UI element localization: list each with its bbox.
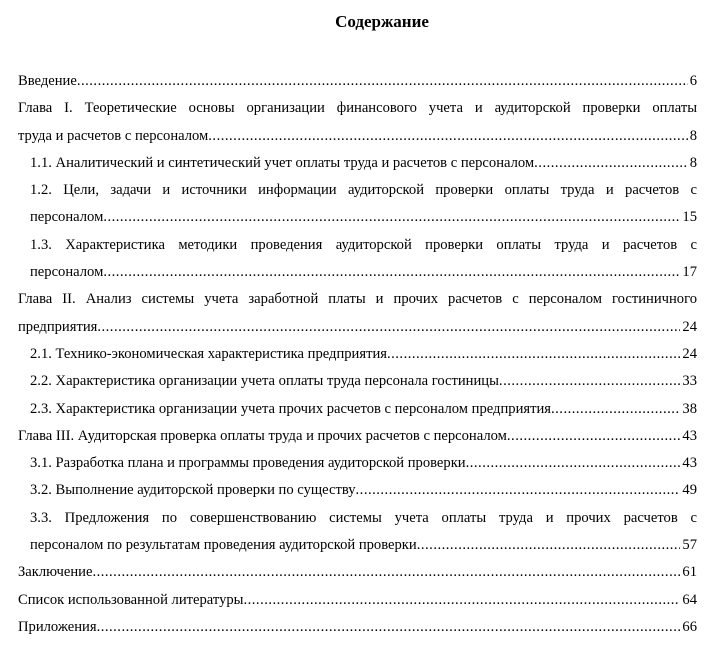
dot-leader [92, 559, 680, 586]
toc-entry-page-number: 38 [682, 400, 697, 417]
toc-entry[interactable] [18, 68, 697, 95]
toc-entry-page-number: 64 [682, 591, 697, 608]
toc-entry-title: Глава III. Аудиторская проверка оплаты труда и прочих расчетов с персоналом [18, 427, 507, 444]
toc-entry-page-number: 57 [682, 537, 697, 554]
toc-entry-title: 2.3. Характеристика организации учета прочих расчетов с персоналом предприятия [30, 400, 551, 417]
toc-entry[interactable] [18, 614, 697, 641]
toc-entry[interactable] [18, 95, 697, 150]
dot-leader [387, 341, 680, 368]
toc-entry-leader-row [18, 559, 697, 586]
toc-entry[interactable] [18, 341, 697, 368]
toc-entry-leader-row [18, 423, 697, 450]
toc-entry[interactable] [18, 396, 697, 423]
toc-entry-leader-row [18, 68, 697, 95]
toc-entry-page-number: 6 [689, 73, 697, 89]
toc-entry-page-number: 33 [682, 373, 697, 390]
toc-entry-title: персоналом по результатам проведения аудиторской проверки [30, 537, 417, 554]
toc-entry-leader-row [18, 123, 697, 150]
dot-leader [97, 314, 680, 341]
dot-leader [243, 587, 680, 614]
toc-entry-leader-row [30, 341, 697, 368]
toc-entry-title: 1.1. Аналитический и синтетический учет оплаты труда и расчетов с персоналом [30, 154, 535, 171]
toc-entry-page-number: 17 [682, 264, 697, 281]
toc-entry-page-number: 24 [682, 318, 697, 335]
toc-entry[interactable] [18, 587, 697, 614]
dot-leader [499, 368, 680, 395]
toc-entry[interactable] [18, 150, 697, 177]
toc-entry-leader-row [18, 614, 697, 641]
toc-entry-title: персоналом [30, 209, 104, 226]
dot-leader [103, 259, 680, 286]
toc-entry-page-number: 15 [682, 209, 697, 226]
toc-entry-title: предприятия [18, 318, 98, 335]
toc-entry-leader-row [30, 368, 697, 395]
toc-entry-leader-row [18, 314, 697, 341]
toc-entry-leader-row [30, 204, 697, 231]
toc-entry-leader-row [30, 259, 697, 286]
toc-entry-title: Список использованной литературы [18, 591, 244, 608]
toc-entry-title: 2.1. Технико-экономическая характеристика предприятия [30, 345, 387, 362]
toc-entry[interactable] [18, 368, 697, 395]
toc-entry-line: 3.3. Предложения по совершенствованию системы учета оплаты труда и прочих расчетов с [30, 509, 697, 526]
toc-entry-leader-row [30, 396, 697, 423]
toc-entry-page-number: 43 [682, 455, 697, 472]
toc-entry-page-number: 43 [682, 427, 697, 444]
toc-entry-page-number: 61 [682, 564, 697, 581]
toc-entry[interactable] [18, 505, 697, 560]
toc-entry-title: 3.1. Разработка плана и программы проведения аудиторской проверки [30, 455, 466, 472]
toc-entry-page-number: 8 [689, 127, 697, 144]
toc-entry-leader-row [30, 450, 697, 477]
toc-entry-title: Введение [18, 73, 77, 89]
toc-entry-line: Глава I. Теоретические основы организации финансового учета и аудиторской проверки оплаты [18, 100, 697, 117]
toc-entry-leader-row [30, 477, 697, 504]
toc-entry-line: 1.2. Цели, задачи и источники информации аудиторской проверки оплаты труда и расчетов с [30, 182, 697, 199]
dot-leader [356, 477, 681, 504]
toc-entry-leader-row [18, 587, 697, 614]
toc-entry-title: труда и расчетов с персоналом [18, 127, 209, 144]
toc-entry-page-number: 66 [682, 618, 697, 635]
toc-entry[interactable] [18, 286, 697, 341]
toc-entry-title: Заключение [18, 564, 93, 581]
toc-entry-page-number: 24 [682, 345, 697, 362]
toc-entry[interactable] [18, 423, 697, 450]
toc-entry-page-number: 49 [682, 482, 697, 499]
toc-entry[interactable] [18, 477, 697, 504]
toc-entry[interactable] [18, 177, 697, 232]
toc-entry-title: 3.2. Выполнение аудиторской проверки по существу [30, 482, 356, 499]
toc-entry-leader-row [30, 532, 697, 559]
toc-entry-title: 2.2. Характеристика организации учета оплаты труда персонала гостиницы [30, 373, 499, 390]
dot-leader [97, 614, 681, 641]
table-of-contents [18, 68, 697, 641]
toc-entry[interactable] [18, 450, 697, 477]
dot-leader [507, 423, 681, 450]
toc-entry-line: 1.3. Характеристика методики проведения аудиторской проверки оплаты труда и расчетов с [30, 236, 697, 253]
toc-entry-line: Глава II. Анализ системы учета заработной платы и прочих расчетов с персоналом гостиничного [18, 291, 697, 308]
dot-leader [551, 396, 680, 423]
dot-leader [77, 68, 688, 95]
toc-page [18, 0, 697, 641]
toc-entry[interactable] [18, 559, 697, 586]
dot-leader [466, 450, 681, 477]
toc-entry-page-number: 8 [689, 154, 697, 171]
dot-leader [103, 204, 680, 231]
toc-entry-leader-row [30, 150, 697, 177]
toc-entry[interactable] [18, 232, 697, 287]
page-title: Содержание [335, 12, 429, 31]
dot-leader [208, 123, 687, 150]
dot-leader [417, 532, 681, 559]
dot-leader [534, 150, 688, 177]
toc-entry-title: персоналом [30, 264, 104, 281]
toc-entry-title: Приложения [18, 618, 97, 635]
